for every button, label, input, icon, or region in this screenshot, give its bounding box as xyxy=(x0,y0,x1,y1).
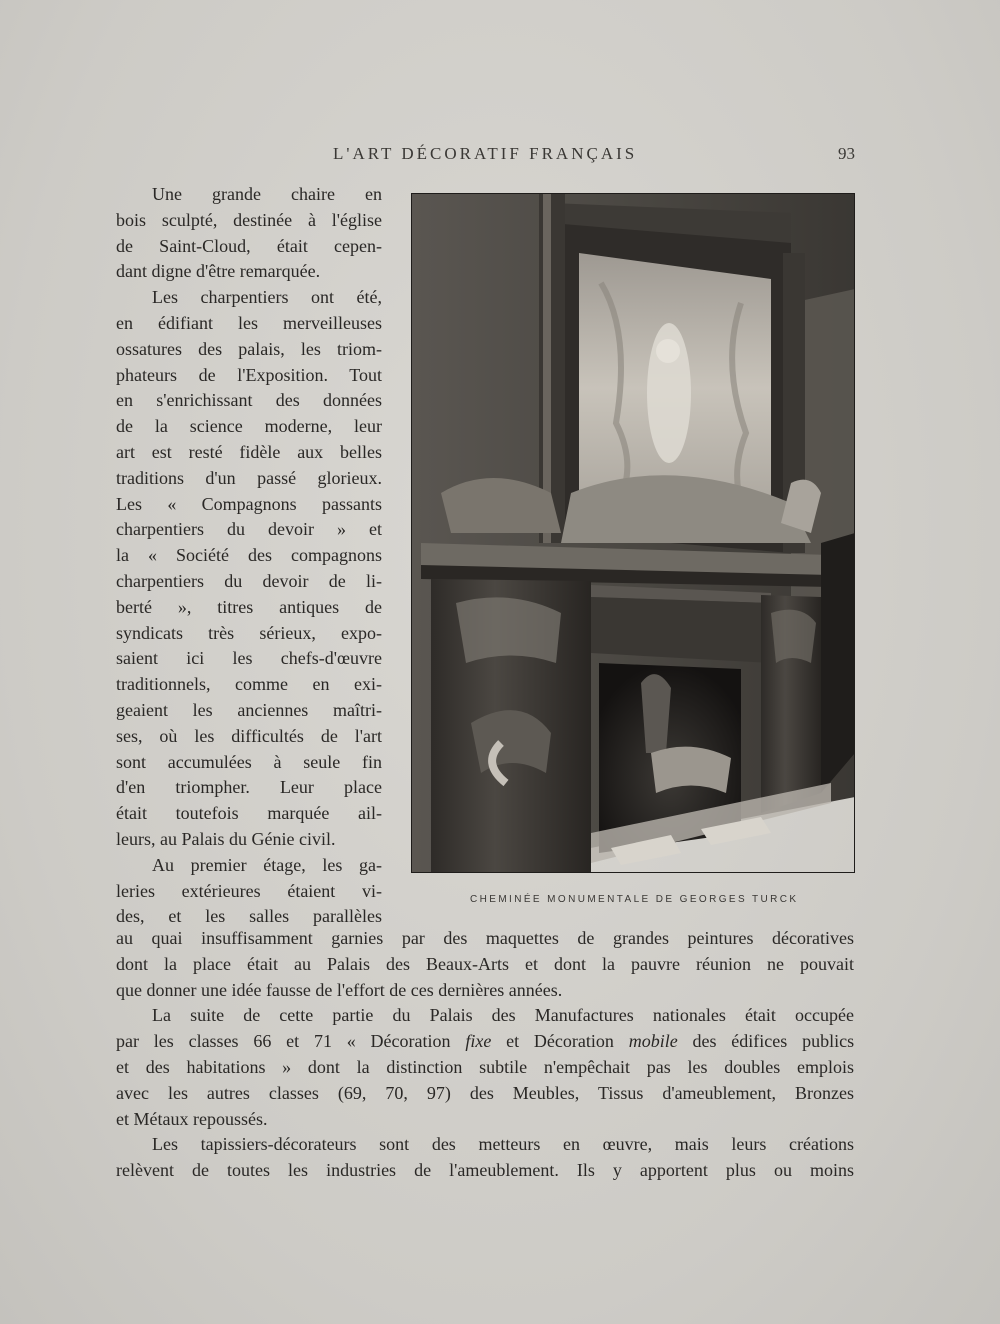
page-number: 93 xyxy=(838,144,855,163)
text-line: ossatures des palais, les triom- xyxy=(116,338,382,359)
italic-word: fixe xyxy=(465,1031,492,1052)
text-line: dant digne d'être remarquée. xyxy=(116,261,321,282)
text-line: des, et les salles parallèles xyxy=(116,906,382,927)
text-line: sont accumulées à seule fin xyxy=(116,751,382,772)
text-line: phateurs de l'Exposition. Tout xyxy=(116,364,382,385)
fireplace-photograph xyxy=(411,193,855,873)
running-title: L'ART DÉCORATIF FRANÇAIS xyxy=(333,144,638,163)
text-line: avec les autres classes (69, 70, 97) des Meubles, Tissus d'ameublement, Bronzes xyxy=(116,1082,854,1103)
text-line: charpentiers du devoir » et xyxy=(116,519,382,540)
text-line: traditions d'un passé glorieux. xyxy=(116,467,382,488)
left-column-text xyxy=(116,182,382,930)
full-width-text xyxy=(116,926,854,1184)
text-line: traditionnels, comme en exi- xyxy=(116,674,382,695)
text-line: La suite de cette partie du Palais des Manufactures nationales était occupée xyxy=(152,1005,854,1026)
text-line: était toutefois marquée ail- xyxy=(116,803,382,824)
text-line: bois sculpté, destinée à l'église xyxy=(116,209,382,230)
text-line: relèvent de toutes les industries de l'ameublement. Ils y apportent plus ou moins xyxy=(116,1160,854,1181)
text-line: de Saint-Cloud, était cepen- xyxy=(116,235,382,256)
text-line: art est resté fidèle aux belles xyxy=(116,441,382,462)
text-line: au quai insuffisamment garnies par des maquettes de grandes peintures décoratives xyxy=(116,928,854,948)
text-line: syndicats très sérieux, expo- xyxy=(116,622,382,643)
text-line: et Métaux repoussés. xyxy=(116,1108,268,1129)
figure-caption: CHEMINÉE MONUMENTALE DE GEORGES TURCK xyxy=(470,894,799,905)
text-segment: et Décoration xyxy=(506,1031,614,1052)
italic-word: mobile xyxy=(628,1031,678,1052)
text-line: berté », titres antiques de xyxy=(116,596,382,617)
text-line: la « Société des compagnons xyxy=(116,545,382,566)
text-line: Une grande chaire en xyxy=(152,184,382,204)
text-line: ses, où les difficultés de l'art xyxy=(116,725,382,746)
text-line: geaient les anciennes maîtri- xyxy=(116,699,382,720)
text-line: Les charpentiers ont été, xyxy=(152,287,382,308)
text-line: Les tapissiers-décorateurs sont des metteurs en œuvre, mais leurs créations xyxy=(152,1134,854,1155)
text-line: dont la place était au Palais des Beaux-Arts et dont la pauvre réunion ne pouvait xyxy=(116,953,854,974)
text-line: leries extérieures étaient vi- xyxy=(116,880,382,901)
text-line: charpentiers du devoir de li- xyxy=(116,570,382,591)
text-segment: par les classes 66 et 71 « Décoration xyxy=(116,1031,451,1052)
text-line: que donner une idée fausse de l'effort de ces dernières années. xyxy=(116,979,563,1000)
text-line: en s'enrichissant des données xyxy=(116,390,382,411)
text-line: Au premier étage, les ga- xyxy=(152,854,382,875)
text-segment: des édifices publics xyxy=(692,1031,855,1052)
text-line: saient ici les chefs-d'œuvre xyxy=(116,648,382,669)
text-line: d'en triompher. Leur place xyxy=(116,777,382,798)
text-line: leurs, au Palais du Génie civil. xyxy=(116,828,336,849)
fireplace-illustration xyxy=(411,193,855,873)
text-line: de la science moderne, leur xyxy=(116,416,382,437)
text-line: et des habitations » dont la distinction subtile n'empêchait pas les doubles emplois xyxy=(116,1056,854,1077)
text-line xyxy=(116,1029,854,1055)
text-line: Les « Compagnons passants xyxy=(116,493,382,514)
text-line: en édifiant les merveilleuses xyxy=(116,312,382,333)
